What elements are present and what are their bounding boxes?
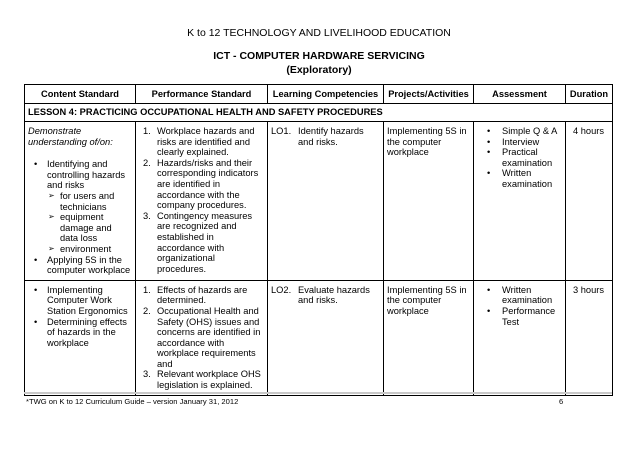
performance-standard-cell <box>136 280 268 395</box>
page-number: 6 <box>559 397 564 406</box>
document-title: ICT - COMPUTER HARDWARE SERVICING <box>213 50 425 62</box>
project-activity-cell: Implementing 5S in the computer workplace <box>384 280 474 395</box>
list-item <box>28 159 132 254</box>
lo-code: LO2. <box>271 284 292 295</box>
footer-divider <box>24 392 612 394</box>
list-item: ➢ for users and technicians <box>47 191 132 212</box>
header-line: K to 12 TECHNOLOGY AND LIVELIHOOD EDUCATION <box>187 27 451 39</box>
list-item: 1. Workplace hazards and risks are identified and clearly explained. <box>143 126 255 158</box>
list-item: • Implementing Computer Work Station Ergonomics <box>28 285 132 317</box>
list-item: 3. Relevant workplace OHS legislation is explained. <box>143 369 261 391</box>
list-item: • Simple Q & A <box>477 126 562 137</box>
assessment-list <box>477 285 562 327</box>
learning-competency-cell <box>268 122 384 281</box>
list-item-text: Identifying and controlling hazards and risks <box>47 159 126 191</box>
duration-cell: 4 hours <box>566 122 613 281</box>
assessment-cell <box>474 122 566 281</box>
content-intro: Demonstrate understanding of/on: <box>28 126 113 147</box>
content-sublist <box>47 191 132 255</box>
assessment-cell <box>474 280 566 395</box>
list-item: 2. Hazards/risks and their corresponding indicators are identified in accordance with the company procedures. <box>143 157 259 211</box>
performance-list <box>139 285 264 391</box>
header-learning-competencies: Learning Competencies <box>268 85 384 104</box>
learning-competency-cell <box>268 280 384 395</box>
list-item: • Written examination <box>477 168 562 189</box>
lesson-row <box>25 104 613 122</box>
list-item: • Applying 5S in the computer workplace <box>28 255 132 276</box>
table-row <box>25 280 613 395</box>
content-list <box>28 159 132 276</box>
project-activity-cell: Implementing 5S in the computer workplace <box>384 122 474 281</box>
content-list <box>28 285 132 349</box>
content-standard-cell <box>25 122 136 281</box>
header-assessment: Assessment <box>474 85 566 104</box>
list-item: 2. Occupational Health and Safety (OHS) issues and concerns are identified in accordance with workplace requirements and <box>143 305 261 369</box>
curriculum-table <box>24 84 613 396</box>
duration-cell: 3 hours <box>566 280 613 395</box>
document-subtitle: (Exploratory) <box>286 64 352 76</box>
content-standard-cell <box>25 280 136 395</box>
table-row <box>25 122 613 281</box>
list-item: 3. Contingency measures are recognized and established in accordance with organizational procedures. <box>143 210 253 274</box>
lo-code: LO1. <box>271 126 292 136</box>
list-item: • Written examination <box>477 285 562 306</box>
learning-outcome <box>271 285 380 306</box>
header-duration: Duration <box>566 85 613 104</box>
list-item: • Performance Test <box>477 306 562 327</box>
list-item: • Practical examination <box>477 147 562 168</box>
list-item: • Determining effects of hazards in the workplace <box>28 317 132 349</box>
learning-outcome <box>271 126 380 147</box>
footer-version: *TWG on K to 12 Curriculum Guide – version January 31, 2012 <box>26 397 239 406</box>
header-projects-activities: Projects/Activities <box>384 85 474 104</box>
list-item: • Interview <box>477 137 562 148</box>
header-performance-standard: Performance Standard <box>136 85 268 104</box>
list-item: ➢ equipment damage and data loss <box>47 212 132 244</box>
performance-standard-cell <box>136 122 268 281</box>
lo-text: Identify hazards and risks. <box>298 126 364 147</box>
lo-text: Evaluate hazards and risks. <box>298 284 370 306</box>
list-item: 1. Effects of hazards are determined. <box>143 284 248 306</box>
list-item: ➢ environment <box>47 244 132 255</box>
table-header-row <box>25 85 613 104</box>
lesson-title: LESSON 4: PRACTICING OCCUPATIONAL HEALTH AND SAFETY PROCEDURES <box>25 104 613 122</box>
performance-list <box>139 126 264 274</box>
header-content-standard: Content Standard <box>25 85 136 104</box>
assessment-list <box>477 126 562 190</box>
